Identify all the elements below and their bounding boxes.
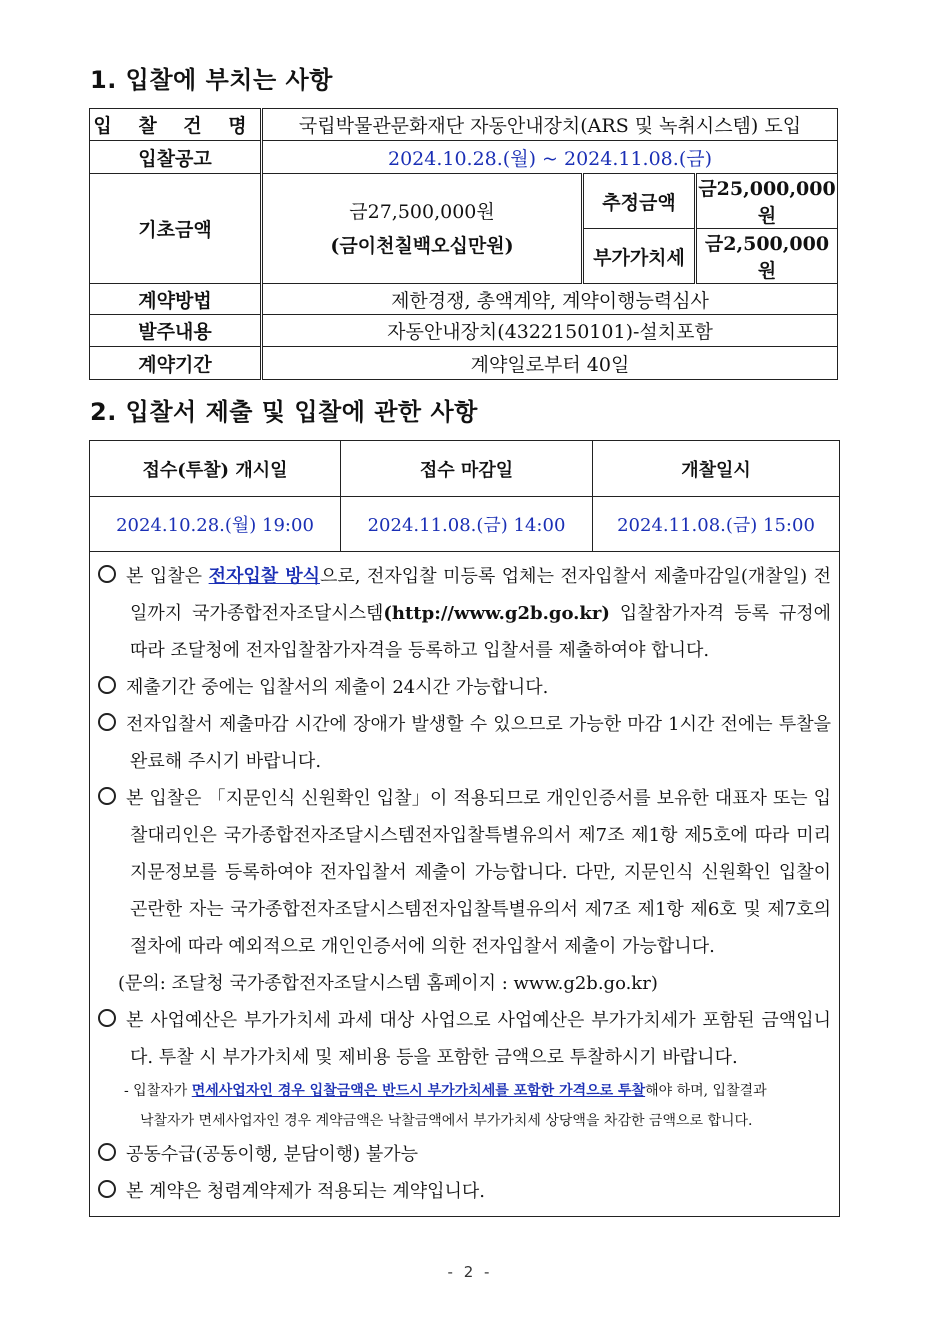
bid-name-label: 입 찰 건 명 (90, 109, 262, 141)
notes-cell (90, 552, 840, 1217)
contract-method-label: 계약방법 (90, 284, 262, 315)
estimated-amount-label: 추정금액 (583, 174, 696, 229)
circle-bullet-icon (98, 1180, 116, 1198)
value-close-date: 2024.11.08.(금) 14:00 (341, 497, 593, 552)
section-2-title: 2. 입찰서 제출 및 입찰에 관한 사항 (90, 398, 478, 426)
base-amount-value: 금27,500,000원 (349, 200, 495, 223)
note-integrity: 본 계약은 청렴계약제가 적용되는 계약입니다. (98, 1173, 831, 1210)
header-open-date: 접수(투찰) 개시일 (90, 441, 341, 497)
electronic-bid-link: 전자입찰 방식 (208, 566, 321, 587)
circle-bullet-icon (98, 1143, 116, 1161)
page-number: - 2 - (447, 1263, 493, 1281)
section-1-title: 1. 입찰에 부치는 사항 (90, 66, 333, 94)
g2b-url: (http://www.g2b.go.kr) (383, 603, 610, 624)
base-amount-label: 기초금액 (90, 174, 262, 284)
header-close-date: 접수 마감일 (341, 441, 593, 497)
note-contact: (문의: 조달청 국가종합전자조달시스템 홈페이지 : www.g2b.go.kr) (118, 973, 658, 994)
note-submit-early: 전자입찰서 제출마감 시간에 장애가 발생할 수 있으므로 가능한 마감 1시간 전에는 투찰을 완료해 주시기 바랍니다. (98, 706, 831, 780)
note-fingerprint: 본 입찰은 「지문인식 신원확인 입찰」이 적용되므로 개인인증서를 보유한 대표자 또는 입찰대리인은 국가종합전자조달시스템전자입찰특별유의서 제7조 제1항 제5호에 따라 미리 지문정보를 등록하여야 전자입찰서 제출이 가능합니다. 다만, 지문인식 신원확인 입찰이 곤란한 자는 국가종합전자조달시스템전자입찰특별유의서 제7조 제1항 제6호 및 제7호의 절차에 따라 예외적으로 개인인증서에 의한 전자입찰서 제출이 가능합니다. (98, 780, 831, 965)
order-content-label: 발주내용 (90, 315, 262, 347)
contract-method-value: 제한경쟁, 총액계약, 계약이행능력심사 (262, 284, 838, 315)
header-opening-date: 개찰일시 (593, 441, 840, 497)
note-tax-exempt: - 입찰자가 면세사업자인 경우 입찰금액은 반드시 부가가치세를 포함한 가격으로 투찰해야 하며, 입찰결과 낙찰자가 면세사업자인 경우 계약금액은 낙찰금액에서 부가가치세 상당액을 차감한 금액으로 합니다. (124, 1083, 767, 1129)
note-electronic-bid: 본 입찰은 전자입찰 방식으로, 전자입찰 미등록 업체는 전자입찰서 제출마감일(개찰일) 전일까지 국가종합전자조달시스템(http://www.g2b.go.kr) 입찰참가자격 등록 규정에 따라 조달청에 전자입찰참가자격을 등록하고 입찰서를 제출하여야 합니다. (98, 558, 831, 669)
circle-bullet-icon (98, 1009, 116, 1027)
circle-bullet-icon (98, 713, 116, 731)
estimated-amount-value: 금25,000,000원 (696, 174, 838, 229)
bid-name-value: 국립박물관문화재단 자동안내장치(ARS 및 녹취시스템) 도입 (262, 109, 838, 141)
value-open-date: 2024.10.28.(월) 19:00 (90, 497, 341, 552)
bid-notice-value: 2024.10.28.(월) ~ 2024.11.08.(금) (262, 141, 838, 174)
circle-bullet-icon (98, 565, 116, 583)
note-24-hours: 제출기간 중에는 입찰서의 제출이 24시간 가능합니다. (98, 669, 831, 706)
base-amount-korean: (금이천칠백오십만원) (330, 234, 514, 257)
tax-exempt-emphasis: 면세사업자인 경우 입찰금액은 반드시 부가가치세를 포함한 가격으로 투찰 (191, 1083, 646, 1099)
note-joint-supply: 공동수급(공동이행, 분담이행) 불가능 (98, 1136, 831, 1173)
base-amount-cell (262, 174, 583, 284)
order-content-value: 자동안내장치(4322150101)-설치포함 (262, 315, 838, 347)
contract-period-label: 계약기간 (90, 347, 262, 380)
vat-value: 금2,500,000원 (696, 229, 838, 284)
circle-bullet-icon (98, 787, 116, 805)
bid-info-table (89, 108, 838, 380)
value-opening-date: 2024.11.08.(금) 15:00 (593, 497, 840, 552)
note-vat: 본 사업예산은 부가가치세 과세 대상 사업으로 사업예산은 부가가치세가 포함된 금액입니다. 투찰 시 부가가치세 및 제비용 등을 포함한 금액으로 투찰하시기 바랍니다. (98, 1002, 831, 1076)
circle-bullet-icon (98, 676, 116, 694)
contract-period-value: 계약일로부터 40일 (262, 347, 838, 380)
vat-label: 부가가치세 (583, 229, 696, 284)
bid-submission-table (89, 440, 840, 1217)
bid-notice-label: 입찰공고 (90, 141, 262, 174)
